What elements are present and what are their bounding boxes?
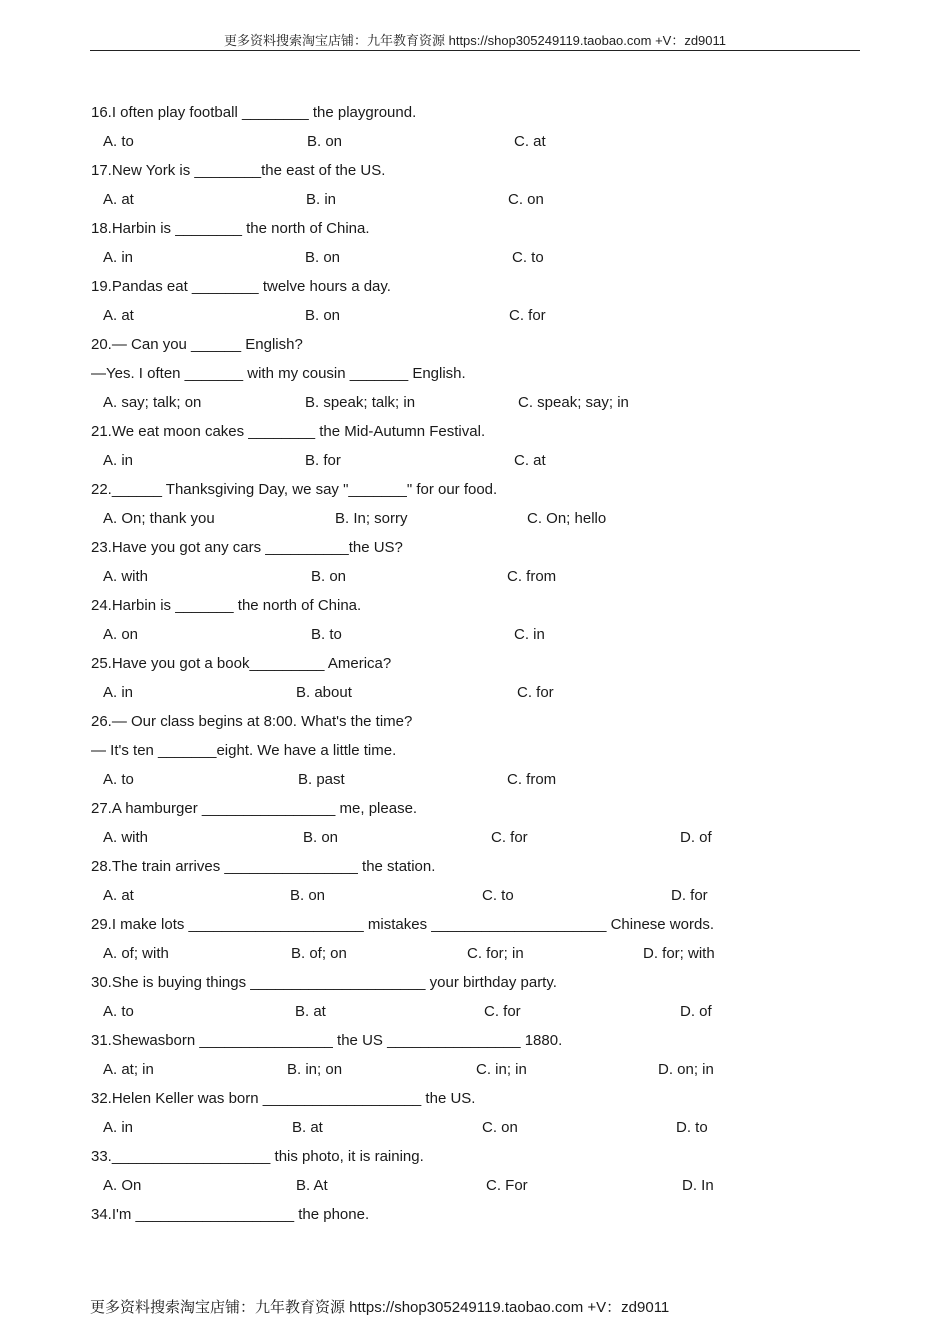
option-c: C. on	[482, 1119, 518, 1136]
option-a: A. of; with	[103, 945, 169, 962]
question-stem: 34.I'm ___________________ the phone.	[91, 1206, 370, 1223]
question-stem: 25.Have you got a book_________ America?	[91, 655, 392, 672]
option-c: C. for	[509, 307, 546, 324]
option-b: B. on	[307, 133, 343, 150]
question-stem-reply: —Yes. I often _______ with my cousin _______ English.	[91, 365, 466, 382]
option-a: A. at	[103, 307, 134, 324]
option-a: A. at; in	[103, 1061, 154, 1078]
question-stem: 24.Harbin is _______ the north of China.	[91, 597, 362, 614]
option-row	[91, 388, 871, 417]
option-c: C. for; in	[467, 945, 524, 962]
option-c: C. to	[512, 249, 544, 266]
option-a: A. in	[103, 684, 134, 701]
option-c: C. for	[491, 829, 528, 846]
question-stem: 21.We eat moon cakes ________ the Mid-Autumn Festival.	[91, 423, 486, 440]
option-c: C. from	[507, 771, 557, 788]
option-b: B. on	[290, 887, 326, 904]
option-c: C. On; hello	[527, 510, 607, 527]
option-b: B. on	[311, 568, 347, 585]
option-c: C. For	[486, 1177, 528, 1194]
option-a: A. to	[103, 771, 134, 788]
option-b: B. on	[305, 307, 341, 324]
option-c: C. to	[482, 887, 514, 904]
option-d: D. to	[676, 1119, 708, 1136]
page-footer: 更多资料搜索淘宝店铺：九年教育资源 https://shop305249119.taobao.com +V：zd9011	[90, 1299, 670, 1316]
option-b: B. for	[305, 452, 341, 469]
option-b: B. about	[296, 684, 352, 701]
question-stem: 19.Pandas eat ________ twelve hours a day.	[91, 278, 391, 295]
option-row	[91, 1055, 871, 1084]
option-row	[91, 620, 871, 649]
question-stem: 16.I often play football ________ the playground.	[91, 104, 417, 121]
option-c: C. for	[484, 1003, 521, 1020]
question-stem: 28.The train arrives ________________ the station.	[91, 858, 436, 875]
option-row	[91, 881, 871, 910]
option-b: B. to	[311, 626, 342, 643]
option-c: C. in	[514, 626, 545, 643]
header-divider	[90, 50, 860, 51]
option-b: B. on	[305, 249, 341, 266]
option-c: C. speak; say; in	[518, 394, 629, 411]
question-stem: 32.Helen Keller was born ___________________ the US.	[91, 1090, 476, 1107]
question-stem: 27.A hamburger ________________ me, please.	[91, 800, 418, 817]
option-row	[91, 939, 871, 968]
question-stem: 33.___________________ this photo, it is raining.	[91, 1148, 424, 1165]
option-b: B. at	[295, 1003, 326, 1020]
option-row	[91, 1171, 871, 1200]
option-row	[91, 504, 871, 533]
option-row	[91, 446, 871, 475]
option-row	[91, 823, 871, 852]
question-stem: 22.______ Thanksgiving Day, we say "_______" for our food.	[91, 481, 498, 498]
option-row	[91, 997, 871, 1026]
option-row	[91, 185, 871, 214]
question-stem: 29.I make lots _____________________ mistakes _____________________ Chinese words.	[91, 916, 714, 933]
option-d: D. of	[680, 829, 712, 846]
option-b: B. of; on	[291, 945, 347, 962]
option-c: C. at	[514, 133, 546, 150]
option-b: B. At	[296, 1177, 328, 1194]
option-b: B. at	[292, 1119, 323, 1136]
option-c: C. at	[514, 452, 546, 469]
option-a: A. say; talk; on	[103, 394, 202, 411]
option-a: A. in	[103, 452, 134, 469]
option-d: D. for; with	[643, 945, 715, 962]
option-c: C. in; in	[476, 1061, 527, 1078]
option-d: D. In	[682, 1177, 714, 1194]
option-row	[91, 243, 871, 272]
page-header: 更多资料搜索淘宝店铺：九年教育资源 https://shop305249119.taobao.com +V：zd9011	[223, 33, 727, 48]
option-a: A. with	[103, 829, 149, 846]
option-a: A. to	[103, 1003, 134, 1020]
option-row	[91, 765, 871, 794]
question-stem: 20.— Can you ______ English?	[91, 336, 303, 353]
option-a: A. on	[103, 626, 139, 643]
option-a: A. with	[103, 568, 149, 585]
option-a: A. at	[103, 191, 134, 208]
option-a: A. On; thank you	[103, 510, 215, 527]
question-stem-reply: — It's ten _______eight. We have a little time.	[91, 742, 397, 759]
option-d: D. for	[671, 887, 708, 904]
option-b: B. in	[306, 191, 337, 208]
option-row	[91, 1113, 871, 1142]
option-b: B. in; on	[287, 1061, 343, 1078]
option-b: B. speak; talk; in	[305, 394, 416, 411]
question-stem: 18.Harbin is ________ the north of China.	[91, 220, 370, 237]
question-stem: 26.— Our class begins at 8:00. What's the time?	[91, 713, 413, 730]
question-stem: 30.She is buying things _____________________ your birthday party.	[91, 974, 557, 991]
question-list	[91, 98, 871, 1229]
option-c: C. for	[517, 684, 554, 701]
option-c: C. from	[507, 568, 557, 585]
option-a: A. to	[103, 133, 134, 150]
option-d: D. of	[680, 1003, 712, 1020]
option-row	[91, 678, 871, 707]
question-stem: 31.Shewasborn ________________ the US ________________ 1880.	[91, 1032, 563, 1049]
option-d: D. on; in	[658, 1061, 714, 1078]
option-b: B. In; sorry	[335, 510, 408, 527]
question-stem: 23.Have you got any cars __________the US?	[91, 539, 403, 556]
option-row	[91, 127, 871, 156]
option-a: A. at	[103, 887, 134, 904]
option-c: C. on	[508, 191, 544, 208]
option-a: A. in	[103, 249, 134, 266]
option-row	[91, 562, 871, 591]
question-stem: 17.New York is ________the east of the US.	[91, 162, 386, 179]
option-b: B. on	[303, 829, 339, 846]
option-a: A. On	[103, 1177, 142, 1194]
option-b: B. past	[298, 771, 345, 788]
option-row	[91, 301, 871, 330]
option-a: A. in	[103, 1119, 134, 1136]
